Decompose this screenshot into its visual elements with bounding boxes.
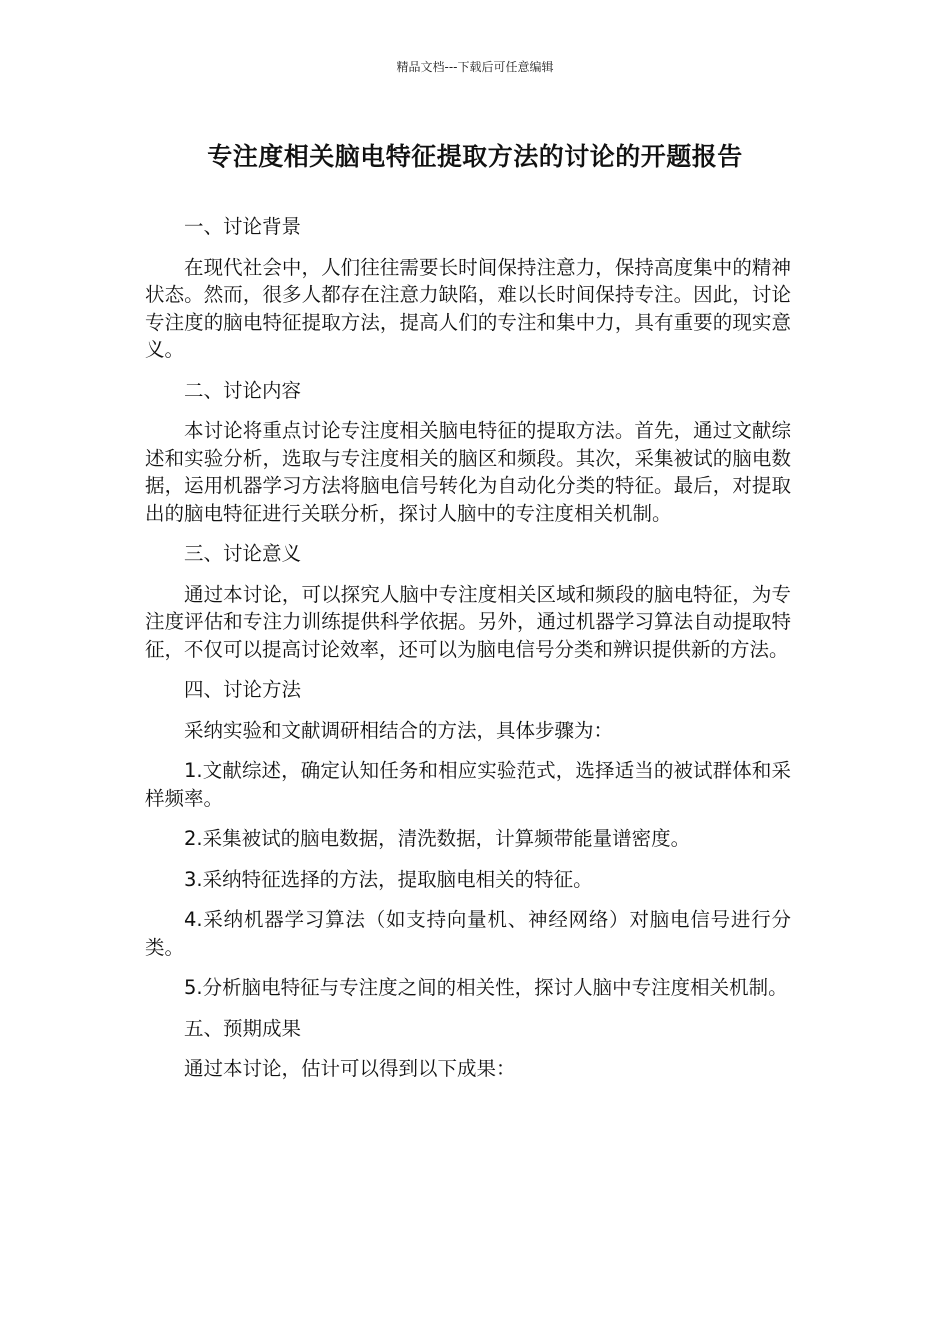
method-step-1: 1.文献综述，确定认知任务和相应实验范式，选择适当的被试群体和采样频率。 bbox=[145, 759, 791, 810]
paragraph-background: 在现代社会中，人们往往需要长时间保持注意力，保持高度集中的精神状态。然而，很多人都存在注意力缺陷，难以长时间保持专注。因此，讨论专注度的脑电特征提取方法，提高人们的专注和集中力，具有重要的现实意义。 bbox=[145, 255, 791, 361]
paragraph-significance: 通过本讨论，可以探究人脑中专注度相关区域和频段的脑电特征，为专注度评估和专注力训练提供科学依据。另外，通过机器学习算法自动提取特征，不仅可以提高讨论效率，还可以为脑电信号分类和辨识提供新的方法。 bbox=[145, 582, 791, 661]
method-step-5: 5.分析脑电特征与专注度之间的相关性，探讨人脑中专注度相关机制。 bbox=[184, 976, 788, 999]
section-heading-method: 四、讨论方法 bbox=[184, 678, 302, 701]
method-step-4: 4.采纳机器学习算法（如支持向量机、神经网络）对脑电信号进行分类。 bbox=[145, 908, 791, 959]
section-heading-significance: 三、讨论意义 bbox=[184, 542, 302, 565]
paragraph-expected-results: 通过本讨论，估计可以得到以下成果： bbox=[184, 1057, 516, 1080]
section-heading-background: 一、讨论背景 bbox=[184, 215, 302, 238]
header-note: 精品文档---下载后可任意编辑 bbox=[396, 60, 554, 74]
document-title: 专注度相关脑电特征提取方法的讨论的开题报告 bbox=[207, 142, 743, 171]
section-heading-expected-results: 五、预期成果 bbox=[184, 1016, 302, 1040]
paragraph-method-intro: 采纳实验和文献调研相结合的方法，具体步骤为： bbox=[184, 718, 614, 742]
document-body bbox=[145, 213, 791, 1096]
method-step-3: 3.采纳特征选择的方法，提取脑电相关的特征。 bbox=[184, 867, 593, 891]
paragraph-content: 本讨论将重点讨论专注度相关脑电特征的提取方法。首先，通过文献综述和实验分析，选取与专注度相关的脑区和频段。其次，采集被试的脑电数据，运用机器学习方法将脑电信号转化为自动化分类的特征。最后，对提取出的脑电特征进行关联分析，探讨人脑中的专注度相关机制。 bbox=[145, 419, 791, 525]
section-heading-content: 二、讨论内容 bbox=[184, 378, 302, 402]
method-step-2: 2.采集被试的脑电数据，清洗数据，计算频带能量谱密度。 bbox=[184, 827, 691, 850]
